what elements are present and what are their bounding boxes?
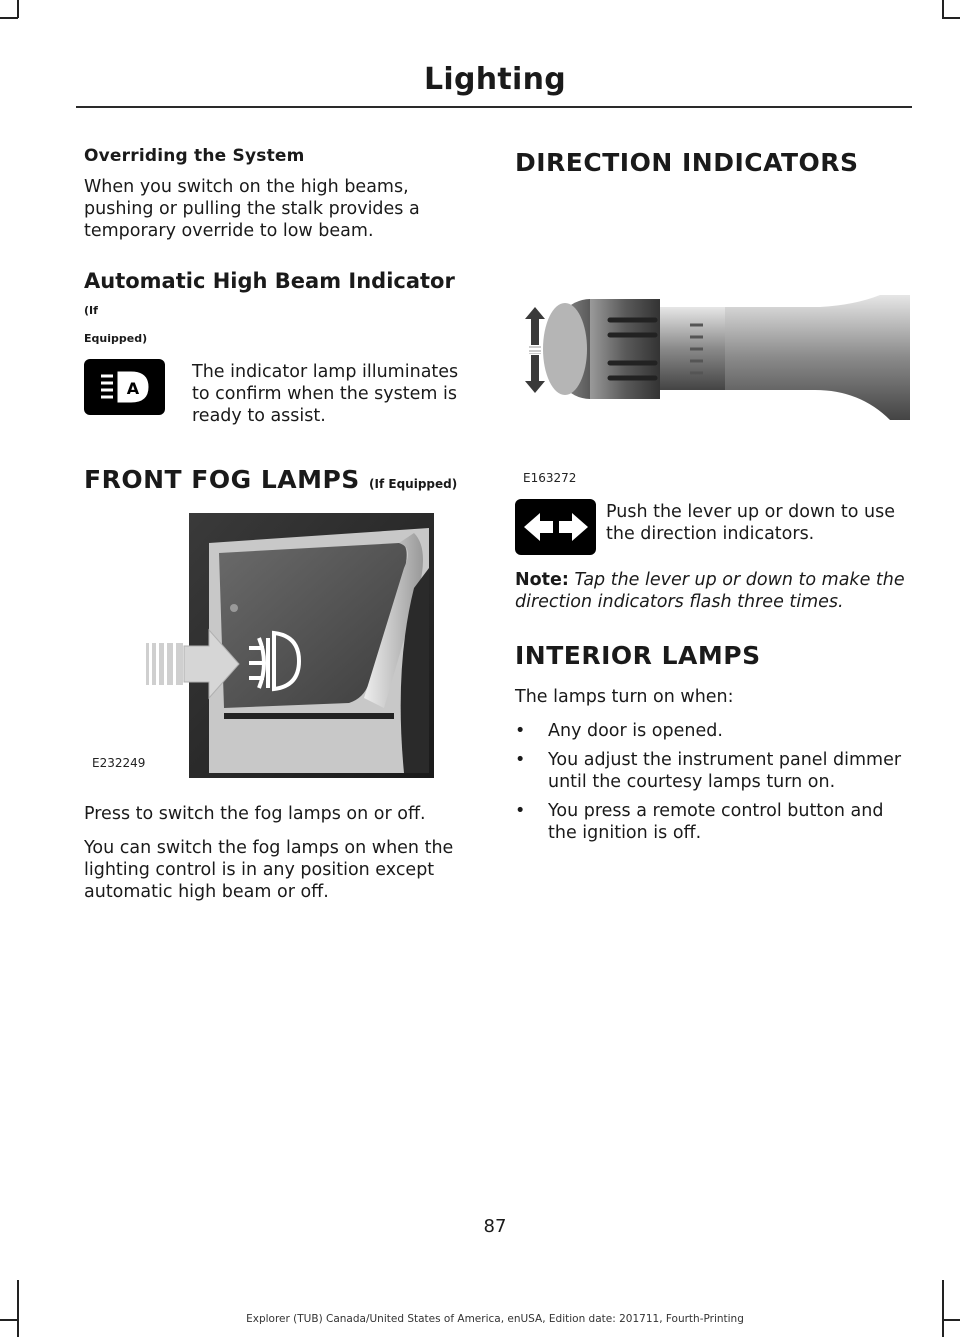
interior-lamps-heading: INTERIOR LAMPS <box>515 641 761 670</box>
footer-text: Explorer (TUB) Canada/United States of America, enUSA, Edition date: 201711, Fourth-Printing <box>246 1313 744 1325</box>
note-text: Tap the lever up or down to make the direction indicators flash three times. <box>515 570 905 612</box>
ahb-heading-suffix: (If <box>84 304 98 317</box>
crop-mark <box>942 1280 944 1337</box>
crop-mark <box>0 17 18 19</box>
note-label: Note: <box>515 570 569 590</box>
fog-text-2: You can switch the fog lamps on when the lighting control is in any position except automatic high beam or off. <box>84 838 454 902</box>
svg-text:A: A <box>126 379 139 398</box>
override-heading: Overriding the System <box>84 146 305 166</box>
list-item: • You press a remote control button and the ignition is off. <box>515 801 884 843</box>
fog-heading-text: FRONT FOG LAMPS <box>84 465 360 494</box>
crop-mark <box>942 0 944 18</box>
direction-indicators-heading: DIRECTION INDICATORS <box>515 148 859 177</box>
crop-mark <box>17 1280 19 1337</box>
turn-signal-arrows-icon <box>515 499 596 555</box>
ahb-heading-text: Automatic High Beam Indicator <box>84 269 455 293</box>
fog-text-1: Press to switch the fog lamps on or off. <box>84 804 426 824</box>
page-title: Lighting <box>423 62 567 97</box>
left-column <box>84 146 474 903</box>
direction-figure-code: E163272 <box>523 471 577 485</box>
direction-lever-illustration <box>515 195 910 465</box>
header-divider <box>76 106 912 108</box>
crop-mark <box>17 0 19 18</box>
ahb-heading <box>84 268 474 324</box>
direction-lever-figure <box>515 195 910 485</box>
ahb-text: The indicator lamp illuminates to confirm when the system is ready to assist. <box>192 362 459 426</box>
ahb-heading-suffix-2: Equipped) <box>84 332 148 345</box>
override-text: When you switch on the high beams, pushing or pulling the stalk provides a temporary override to low beam. <box>84 177 420 241</box>
page-number: 87 <box>483 1216 507 1237</box>
crop-mark <box>942 17 960 19</box>
right-column <box>515 146 910 851</box>
ahb-indicator-row <box>84 359 474 427</box>
list-item: • Any door is opened. <box>515 721 723 741</box>
direction-text: Push the lever up or down to use the direction indicators. <box>606 502 896 544</box>
list-item: • You adjust the instrument panel dimmer until the courtesy lamps turn on. <box>515 750 902 792</box>
fog-figure-code: E232249 <box>92 756 146 770</box>
fog-lamp-figure <box>84 508 434 783</box>
interior-intro: The lamps turn on when: <box>515 687 734 707</box>
fog-heading-suffix: (If Equipped) <box>369 477 458 491</box>
interior-bullet-list <box>515 720 910 844</box>
note <box>515 569 910 613</box>
fog-heading <box>84 465 474 494</box>
direction-indicator-row <box>515 499 910 555</box>
auto-high-beam-icon <box>84 359 165 415</box>
fog-lamp-switch-illustration <box>84 508 434 778</box>
